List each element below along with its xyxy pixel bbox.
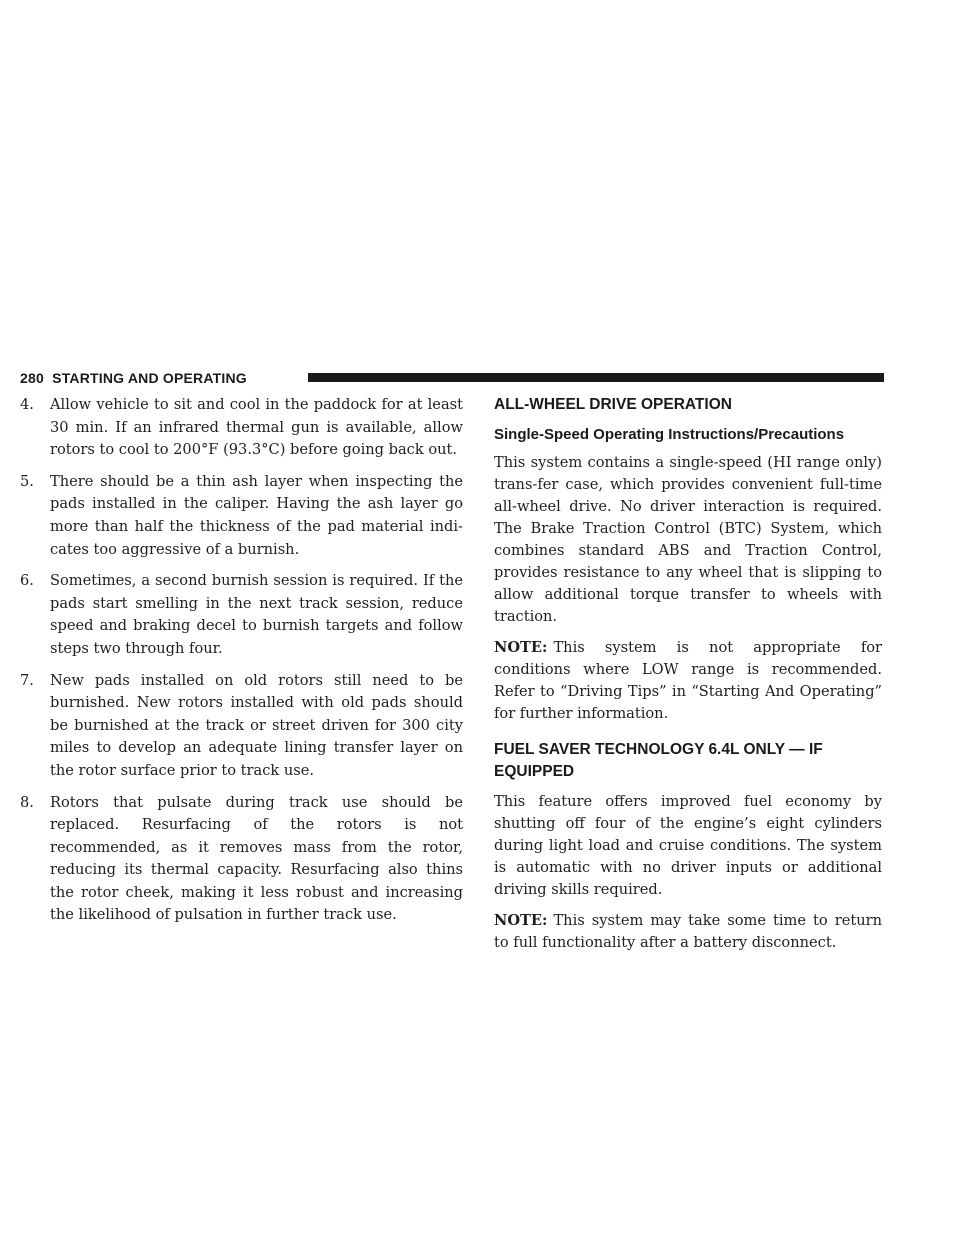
note-text: This system is not appropriate for conditions where LOW range is recommended. Refer to “Driving Tips” in “Starting And Operating” for further information. xyxy=(494,639,882,722)
list-item-number: 6. xyxy=(20,572,34,590)
list-item-text: Rotors that pulsate during track use should be replaced. Resurfacing of the rotors is not recommended, as it removes mass from the rotor, reducing its thermal capacity. Resurfacing also thins the rotor cheek, making it less robust and increasing the likelihood of pulsation in further track use. xyxy=(50,793,463,924)
list-item-number: 7. xyxy=(20,671,34,689)
list-item xyxy=(20,570,463,660)
list-item xyxy=(20,670,463,783)
page-number: 280 xyxy=(20,370,44,386)
page-header xyxy=(20,368,884,388)
header-rule xyxy=(308,373,884,382)
list-item-number: 5. xyxy=(20,472,34,490)
list-item xyxy=(20,394,463,462)
note-label: NOTE: xyxy=(494,639,548,656)
awd-heading: ALL-WHEEL DRIVE OPERATION xyxy=(494,396,732,413)
page-header-label xyxy=(20,370,247,386)
right-column xyxy=(494,394,882,963)
list-item xyxy=(20,471,463,561)
note-paragraph xyxy=(494,910,882,954)
list-item-number: 8. xyxy=(20,793,34,811)
single-speed-heading: Single-Speed Operating Instructions/Precautions xyxy=(494,426,845,443)
fuel-saver-paragraph: This feature offers improved fuel economy by shutting off four of the engine’s eight cylinders during light load and cruise conditions. The system is automatic with no driver inputs or additional driving skills required. xyxy=(494,793,882,898)
list-item-number: 4. xyxy=(20,396,34,413)
note-label: NOTE: xyxy=(494,912,548,929)
list-item xyxy=(20,792,463,928)
list-item-text: Sometimes, a second burnish session is required. If the pads start smelling in the next track session, reduce speed and braking decel to burnish targets and follow steps two through four. xyxy=(50,572,463,657)
list-item-text: Allow vehicle to sit and cool in the paddock for at least 30 min. If an infrared thermal gun is available, allow rotors to cool to 200°F (93.3°C) before going back out. xyxy=(50,396,463,459)
list-item-text: There should be a thin ash layer when inspecting the pads installed in the caliper. Having the ash layer go more than half the thickness of the pad material indi-cates too aggressive of a burnish. xyxy=(50,472,463,558)
single-speed-paragraph: This system contains a single-speed (HI range only) trans-fer case, which provides convenient full-time all-wheel drive. No driver interaction is required. The Brake Traction Control (BTC) System, which combines standard ABS and Traction Control, provides resistance to any wheel that is slipping to allow additional torque transfer to wheels with traction. xyxy=(494,454,882,625)
left-column xyxy=(20,394,463,936)
section-title: STARTING AND OPERATING xyxy=(52,370,247,386)
fuel-saver-heading: FUEL SAVER TECHNOLOGY 6.4L ONLY — IF EQUIPPED xyxy=(494,741,823,780)
note-text: This system may take some time to return to full functionality after a battery disconnect. xyxy=(494,912,882,951)
note-paragraph xyxy=(494,637,882,725)
list-item-text: New pads installed on old rotors still need to be burnished. New rotors installed with old pads should be burnished at the track or street driven for 300 city miles to develop an adequate lining transfer layer on the rotor surface prior to track use. xyxy=(50,671,463,779)
